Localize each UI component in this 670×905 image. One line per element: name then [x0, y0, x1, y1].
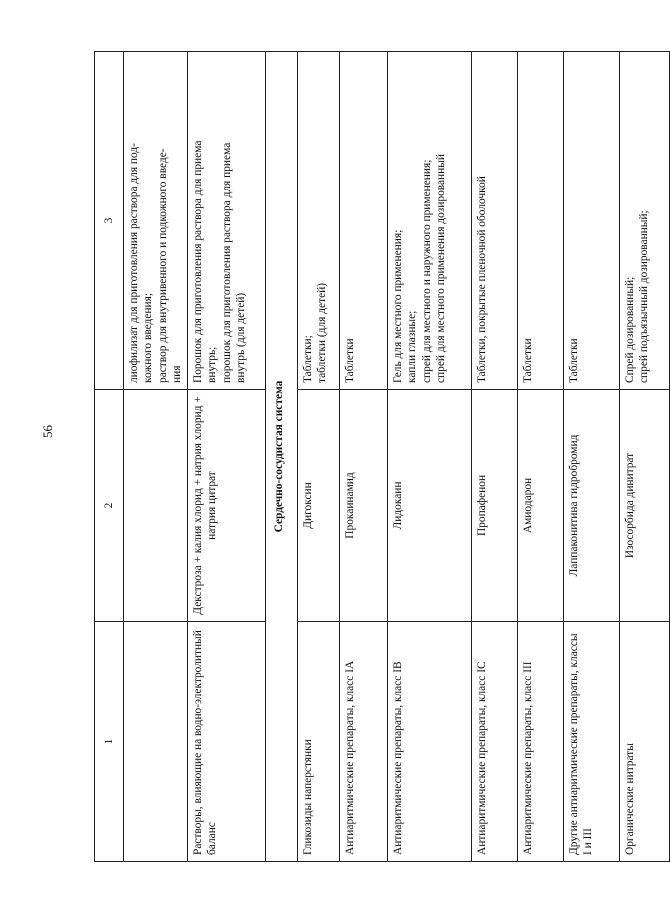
table-row	[620, 52, 670, 862]
document-table-rotated	[94, 52, 651, 862]
header-col-1: 1	[95, 622, 124, 862]
dosage-form-line: капли глазные;	[406, 310, 419, 383]
section-row	[266, 52, 298, 862]
drug-name-cell	[124, 390, 188, 622]
dosage-form-line: Таблетки;	[302, 335, 314, 383]
dosage-form-line: Спрей дозированный;	[624, 276, 636, 383]
dosage-form-line: спрей для местного и наружного применения;	[420, 159, 433, 383]
header-col-2: 2	[95, 390, 124, 622]
dosage-form-line: кожного введения;	[142, 292, 155, 383]
table-row	[472, 52, 518, 862]
dosage-form-line: спрей подъязычный дозированный;	[638, 210, 651, 383]
dosage-form-line: таблетки (для детей)	[316, 282, 329, 383]
dosage-form-line: внутрь;	[206, 346, 219, 383]
dosage-form-line: спрей для местного применения дозированный	[434, 154, 447, 383]
drug-group-cell	[124, 622, 188, 862]
drug-group-cell: Антиаритмические препараты, класс III	[518, 622, 564, 862]
drug-group-cell: Органические нитраты	[620, 622, 670, 862]
table-row	[564, 52, 620, 862]
dosage-form-line: ния	[170, 365, 183, 383]
header-col-3: 3	[95, 52, 124, 390]
dosage-form-line: Гель для местного применения;	[392, 229, 404, 383]
drug-name-cell: Пропафенон	[472, 390, 518, 622]
dosage-form-line: порошок для приготовления раствора для приема	[220, 142, 233, 383]
dosage-form-line: Порошок для приготовления раствора для приема	[192, 140, 204, 383]
dosage-form-line: внутрь (для детей)	[234, 292, 247, 383]
section-title: Сердечно-сосудистая система	[266, 52, 298, 862]
dosage-form-cell	[472, 52, 518, 390]
drug-name-cell: Изосорбида динитрат	[620, 390, 670, 622]
dosage-form-line: лиофилизат для приготовления раствора для под-	[128, 143, 140, 383]
drug-name-cell: Лидокаин	[388, 390, 472, 622]
drug-name-cell: Декстроза + калия хлорид + натрия хлорид + натрия цитрат	[188, 390, 266, 622]
table-row	[188, 52, 266, 862]
page-number: 56	[40, 425, 55, 438]
header-row	[95, 52, 124, 862]
drug-name-cell: Прокаинамид	[340, 390, 388, 622]
dosage-form-line: раствор для внутривенного и подкожного введе-	[156, 148, 169, 383]
dosage-form-cell	[518, 52, 564, 390]
drug-group-cell: Антиаритмические препараты, класс IA	[340, 622, 388, 862]
drug-group-cell: Растворы, влияющие на водно-электролитный баланс	[188, 622, 266, 862]
drug-name-cell: Лаппаконитина гидробромид	[564, 390, 620, 622]
dosage-form-cell	[388, 52, 472, 390]
drug-group-cell: Гликозиды наперстянки	[298, 622, 340, 862]
drug-group-cell: Антиаритмические препараты, класс IC	[472, 622, 518, 862]
dosage-form-line: Таблетки	[568, 338, 580, 383]
drug-table	[94, 51, 670, 862]
table-row	[340, 52, 388, 862]
drug-group-cell: Антиаритмические препараты, класс IB	[388, 622, 472, 862]
dosage-form-cell	[340, 52, 388, 390]
drug-group-cell: Другие антиаритмические препараты, классы I и III	[564, 622, 620, 862]
dosage-form-cell	[188, 52, 266, 390]
dosage-form-line: Таблетки, покрытые пленочной оболочкой	[476, 176, 488, 383]
dosage-form-line: Таблетки	[344, 338, 356, 383]
dosage-form-cell	[564, 52, 620, 390]
drug-name-cell: Амиодарон	[518, 390, 564, 622]
dosage-form-line: Таблетки	[522, 338, 534, 383]
dosage-form-cell	[298, 52, 340, 390]
dosage-form-cell	[620, 52, 670, 390]
table-row	[388, 52, 472, 862]
table-row	[518, 52, 564, 862]
drug-name-cell: Дигоксин	[298, 390, 340, 622]
table-row	[124, 52, 188, 862]
table-row	[298, 52, 340, 862]
dosage-form-cell	[124, 52, 188, 390]
